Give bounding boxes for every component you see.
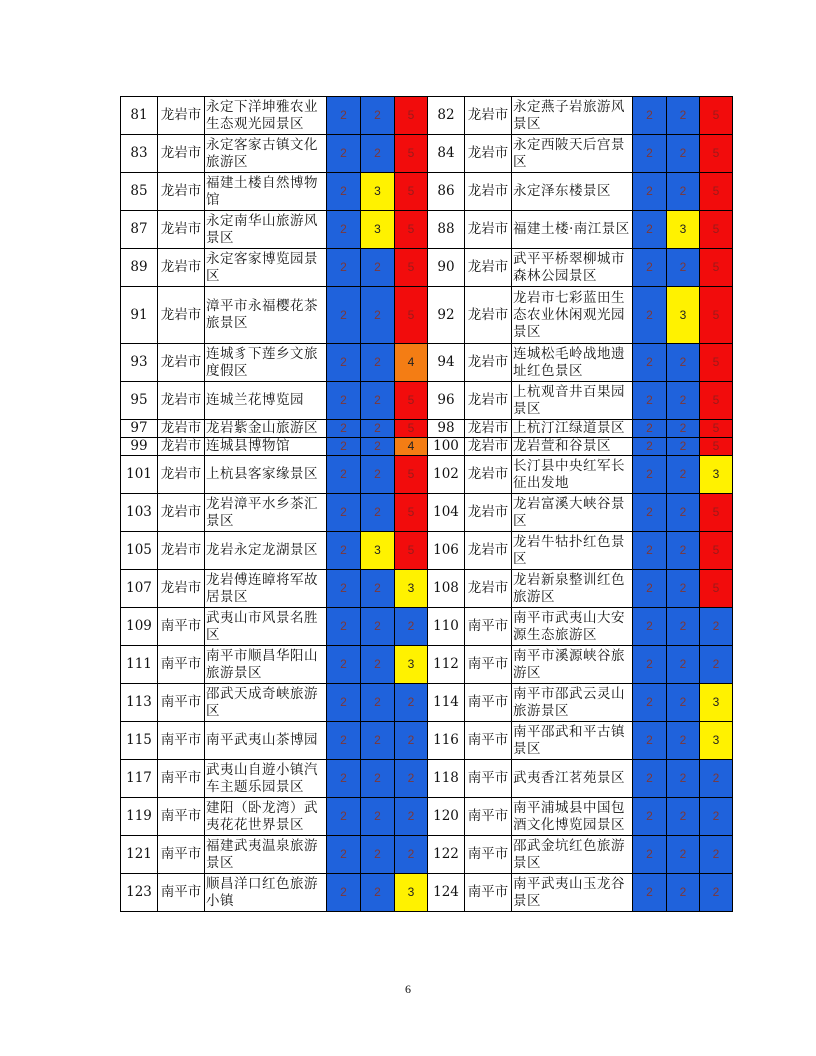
score-cell: 2 (667, 382, 700, 420)
score-cell: 2 (633, 874, 667, 912)
scenic-name-cell: 上杭观音井百果园景区 (512, 382, 633, 420)
city-cell: 南平市 (465, 836, 512, 874)
score-cell: 2 (633, 211, 667, 249)
score-cell: 5 (700, 135, 733, 173)
scenic-name-cell: 顺昌洋口红色旅游小镇 (205, 874, 327, 912)
city-cell: 龙岩市 (158, 135, 205, 173)
scenic-name-cell: 邵武金坑红色旅游景区 (512, 836, 633, 874)
score-cell: 2 (327, 249, 361, 287)
row-number-cell: 115 (121, 722, 158, 760)
score-cell: 5 (395, 532, 428, 570)
row-number-cell: 97 (121, 420, 158, 438)
row-number-cell: 98 (428, 420, 465, 438)
score-cell: 2 (327, 874, 361, 912)
city-cell: 龙岩市 (158, 97, 205, 135)
scenic-name-cell: 永定下洋坤雅农业生态观光园景区 (205, 97, 327, 135)
score-cell: 2 (395, 760, 428, 798)
score-cell: 2 (667, 135, 700, 173)
score-cell: 2 (667, 836, 700, 874)
table-row (121, 684, 733, 722)
score-cell: 2 (361, 249, 395, 287)
scenic-name-cell: 龙岩漳平水乡茶汇景区 (205, 494, 327, 532)
score-cell: 4 (395, 438, 428, 456)
row-number-cell: 93 (121, 344, 158, 382)
scenic-name-cell: 福建土楼·南江景区 (512, 211, 633, 249)
score-cell: 2 (361, 798, 395, 836)
score-cell: 5 (395, 249, 428, 287)
city-cell: 龙岩市 (158, 249, 205, 287)
row-number-cell: 120 (428, 798, 465, 836)
score-cell: 2 (327, 420, 361, 438)
score-cell: 5 (395, 456, 428, 494)
score-cell: 2 (327, 211, 361, 249)
row-number-cell: 112 (428, 646, 465, 684)
score-cell: 4 (395, 344, 428, 382)
table-row (121, 287, 733, 344)
row-number-cell: 89 (121, 249, 158, 287)
score-cell: 3 (361, 211, 395, 249)
scenic-name-cell: 龙岩紫金山旅游区 (205, 420, 327, 438)
score-cell: 5 (395, 287, 428, 344)
score-cell: 2 (327, 382, 361, 420)
scenic-name-cell: 长汀县中央红军长征出发地 (512, 456, 633, 494)
score-cell: 2 (633, 420, 667, 438)
score-cell: 5 (700, 344, 733, 382)
score-cell: 2 (633, 760, 667, 798)
score-cell: 2 (633, 438, 667, 456)
score-cell: 2 (361, 382, 395, 420)
row-number-cell: 81 (121, 97, 158, 135)
city-cell: 龙岩市 (465, 456, 512, 494)
row-number-cell: 100 (428, 438, 465, 456)
table-row (121, 874, 733, 912)
row-number-cell: 119 (121, 798, 158, 836)
score-cell: 2 (395, 608, 428, 646)
score-cell: 2 (327, 494, 361, 532)
scenic-name-cell: 武夷山自遊小镇汽车主题乐园景区 (205, 760, 327, 798)
row-number-cell: 124 (428, 874, 465, 912)
score-cell: 2 (327, 570, 361, 608)
row-number-cell: 85 (121, 173, 158, 211)
score-cell: 2 (667, 456, 700, 494)
city-cell: 龙岩市 (158, 570, 205, 608)
score-cell: 2 (633, 456, 667, 494)
page-number: 6 (405, 982, 411, 996)
score-cell: 2 (327, 456, 361, 494)
row-number-cell: 105 (121, 532, 158, 570)
score-cell: 2 (667, 760, 700, 798)
city-cell: 南平市 (158, 684, 205, 722)
score-cell: 5 (700, 287, 733, 344)
scenic-name-cell: 连城县博物馆 (205, 438, 327, 456)
scenic-name-cell: 永定燕子岩旅游风景区 (512, 97, 633, 135)
score-cell: 2 (633, 608, 667, 646)
row-number-cell: 102 (428, 456, 465, 494)
score-cell: 2 (667, 532, 700, 570)
score-cell: 2 (667, 798, 700, 836)
score-cell: 2 (633, 798, 667, 836)
table-row (121, 760, 733, 798)
score-cell: 5 (395, 420, 428, 438)
score-cell: 3 (667, 287, 700, 344)
city-cell: 龙岩市 (465, 173, 512, 211)
table-row (121, 420, 733, 438)
score-cell: 3 (395, 570, 428, 608)
city-cell: 南平市 (158, 646, 205, 684)
score-cell: 2 (667, 494, 700, 532)
scenic-name-cell: 永定泽东楼景区 (512, 173, 633, 211)
score-cell: 2 (327, 438, 361, 456)
city-cell: 龙岩市 (465, 570, 512, 608)
row-number-cell: 110 (428, 608, 465, 646)
score-cell: 3 (667, 211, 700, 249)
score-cell: 2 (361, 420, 395, 438)
score-cell: 2 (633, 344, 667, 382)
score-cell: 2 (700, 874, 733, 912)
score-cell: 2 (667, 874, 700, 912)
scenic-name-cell: 南平市溪源峡谷旅游区 (512, 646, 633, 684)
row-number-cell: 106 (428, 532, 465, 570)
table-row (121, 570, 733, 608)
row-number-cell: 87 (121, 211, 158, 249)
score-cell: 2 (327, 798, 361, 836)
row-number-cell: 90 (428, 249, 465, 287)
score-cell: 2 (361, 287, 395, 344)
scenic-name-cell: 永定客家博览园景区 (205, 249, 327, 287)
score-cell: 2 (361, 344, 395, 382)
score-cell: 5 (700, 494, 733, 532)
row-number-cell: 118 (428, 760, 465, 798)
row-number-cell: 111 (121, 646, 158, 684)
city-cell: 龙岩市 (465, 249, 512, 287)
scenic-name-cell: 龙岩牛牯扑红色景区 (512, 532, 633, 570)
scenic-name-cell: 龙岩市七彩蓝田生态农业休闲观光园景区 (512, 287, 633, 344)
city-cell: 龙岩市 (158, 420, 205, 438)
city-cell: 龙岩市 (158, 382, 205, 420)
scenic-name-cell: 龙岩傅连暲将军故居景区 (205, 570, 327, 608)
city-cell: 龙岩市 (158, 494, 205, 532)
table-row (121, 211, 733, 249)
table-row (121, 608, 733, 646)
score-cell: 2 (633, 494, 667, 532)
score-cell: 5 (395, 135, 428, 173)
table-row (121, 722, 733, 760)
score-cell: 2 (327, 646, 361, 684)
score-cell: 2 (700, 646, 733, 684)
row-number-cell: 84 (428, 135, 465, 173)
scenic-name-cell: 南平浦城县中国包酒文化博览园景区 (512, 798, 633, 836)
table-row (121, 798, 733, 836)
score-cell: 2 (667, 684, 700, 722)
score-cell: 2 (395, 836, 428, 874)
score-cell: 2 (361, 570, 395, 608)
score-cell: 2 (700, 798, 733, 836)
scenic-name-cell: 永定南华山旅游风景区 (205, 211, 327, 249)
table-row (121, 97, 733, 135)
score-cell: 2 (327, 722, 361, 760)
row-number-cell: 121 (121, 836, 158, 874)
city-cell: 南平市 (465, 684, 512, 722)
score-cell: 3 (361, 532, 395, 570)
score-cell: 2 (633, 249, 667, 287)
score-cell: 2 (361, 646, 395, 684)
row-number-cell: 92 (428, 287, 465, 344)
score-cell: 2 (700, 760, 733, 798)
scenic-name-cell: 龙岩富溪大峡谷景区 (512, 494, 633, 532)
row-number-cell: 109 (121, 608, 158, 646)
score-cell: 5 (700, 438, 733, 456)
scenic-name-cell: 漳平市永福樱花茶旅景区 (205, 287, 327, 344)
city-cell: 南平市 (158, 608, 205, 646)
score-cell: 2 (327, 760, 361, 798)
score-cell: 2 (327, 608, 361, 646)
row-number-cell: 114 (428, 684, 465, 722)
score-cell: 5 (700, 173, 733, 211)
score-cell: 2 (633, 532, 667, 570)
table-row (121, 836, 733, 874)
scenic-name-cell: 武平平桥翠柳城市森林公园景区 (512, 249, 633, 287)
scenic-name-cell: 南平市顺昌华阳山旅游景区 (205, 646, 327, 684)
scenic-name-cell: 上杭县客家缘景区 (205, 456, 327, 494)
score-cell: 2 (361, 135, 395, 173)
score-cell: 2 (667, 97, 700, 135)
score-cell: 2 (700, 836, 733, 874)
city-cell: 南平市 (465, 608, 512, 646)
row-number-cell: 107 (121, 570, 158, 608)
score-cell: 2 (667, 646, 700, 684)
score-cell: 2 (395, 684, 428, 722)
scenic-name-cell: 南平市邵武云灵山旅游景区 (512, 684, 633, 722)
scenic-name-cell: 连城豸下莲乡文旅度假区 (205, 344, 327, 382)
score-cell: 2 (633, 135, 667, 173)
score-cell: 2 (667, 438, 700, 456)
scenic-name-cell: 连城兰花博览园 (205, 382, 327, 420)
city-cell: 南平市 (158, 836, 205, 874)
score-cell: 2 (327, 173, 361, 211)
table-row (121, 532, 733, 570)
row-number-cell: 96 (428, 382, 465, 420)
score-cell: 3 (700, 684, 733, 722)
score-cell: 2 (633, 836, 667, 874)
row-number-cell: 99 (121, 438, 158, 456)
scenic-name-cell: 龙岩永定龙湖景区 (205, 532, 327, 570)
city-cell: 南平市 (158, 722, 205, 760)
row-number-cell: 91 (121, 287, 158, 344)
score-cell: 5 (395, 97, 428, 135)
city-cell: 龙岩市 (158, 532, 205, 570)
table-row (121, 646, 733, 684)
score-cell: 2 (667, 420, 700, 438)
scenic-name-cell: 南平邵武和平古镇景区 (512, 722, 633, 760)
scenic-name-cell: 邵武天成奇峡旅游区 (205, 684, 327, 722)
score-cell: 5 (395, 494, 428, 532)
row-number-cell: 86 (428, 173, 465, 211)
row-number-cell: 88 (428, 211, 465, 249)
city-cell: 南平市 (465, 722, 512, 760)
city-cell: 龙岩市 (158, 344, 205, 382)
scenic-name-cell: 龙岩萱和谷景区 (512, 438, 633, 456)
score-cell: 2 (327, 684, 361, 722)
score-cell: 2 (395, 722, 428, 760)
score-cell: 5 (700, 420, 733, 438)
score-cell: 2 (361, 456, 395, 494)
score-cell: 2 (667, 722, 700, 760)
row-number-cell: 83 (121, 135, 158, 173)
row-number-cell: 101 (121, 456, 158, 494)
city-cell: 南平市 (158, 874, 205, 912)
city-cell: 南平市 (158, 798, 205, 836)
score-cell: 5 (395, 382, 428, 420)
score-cell: 2 (361, 684, 395, 722)
score-cell: 5 (700, 249, 733, 287)
scenic-name-cell: 连城松毛岭战地遗址红色景区 (512, 344, 633, 382)
score-cell: 2 (633, 684, 667, 722)
score-cell: 2 (667, 344, 700, 382)
scenic-name-cell: 武夷香江茗苑景区 (512, 760, 633, 798)
scenic-name-cell: 永定客家古镇文化旅游区 (205, 135, 327, 173)
scenic-area-table (120, 96, 733, 912)
city-cell: 龙岩市 (158, 173, 205, 211)
city-cell: 龙岩市 (465, 494, 512, 532)
scenic-name-cell: 福建土楼自然博物馆 (205, 173, 327, 211)
row-number-cell: 113 (121, 684, 158, 722)
city-cell: 龙岩市 (158, 211, 205, 249)
row-number-cell: 108 (428, 570, 465, 608)
city-cell: 龙岩市 (465, 97, 512, 135)
city-cell: 龙岩市 (465, 211, 512, 249)
row-number-cell: 117 (121, 760, 158, 798)
row-number-cell: 103 (121, 494, 158, 532)
score-cell: 2 (667, 173, 700, 211)
score-cell: 2 (361, 722, 395, 760)
row-number-cell: 82 (428, 97, 465, 135)
score-cell: 2 (327, 287, 361, 344)
scenic-name-cell: 南平武夷山玉龙谷景区 (512, 874, 633, 912)
score-cell: 2 (667, 570, 700, 608)
city-cell: 龙岩市 (465, 532, 512, 570)
table-row (121, 173, 733, 211)
scenic-name-cell: 南平市武夷山大安源生态旅游区 (512, 608, 633, 646)
row-number-cell: 104 (428, 494, 465, 532)
score-cell: 5 (700, 211, 733, 249)
score-cell: 2 (633, 722, 667, 760)
score-cell: 2 (633, 97, 667, 135)
score-cell: 3 (395, 874, 428, 912)
table-body (121, 97, 733, 912)
score-cell: 5 (700, 532, 733, 570)
score-cell: 5 (395, 173, 428, 211)
city-cell: 龙岩市 (158, 456, 205, 494)
score-cell: 2 (361, 874, 395, 912)
row-number-cell: 123 (121, 874, 158, 912)
score-cell: 5 (700, 97, 733, 135)
city-cell: 龙岩市 (465, 382, 512, 420)
score-cell: 2 (633, 287, 667, 344)
scenic-name-cell: 武夷山市风景名胜区 (205, 608, 327, 646)
score-cell: 2 (361, 836, 395, 874)
score-cell: 5 (700, 570, 733, 608)
score-cell: 2 (395, 798, 428, 836)
score-cell: 2 (327, 344, 361, 382)
table-row (121, 382, 733, 420)
score-cell: 3 (395, 646, 428, 684)
score-cell: 2 (667, 608, 700, 646)
score-cell: 2 (361, 97, 395, 135)
score-cell: 2 (633, 646, 667, 684)
row-number-cell: 95 (121, 382, 158, 420)
score-cell: 2 (327, 532, 361, 570)
city-cell: 龙岩市 (158, 287, 205, 344)
score-cell: 2 (327, 135, 361, 173)
scenic-name-cell: 建阳（卧龙湾）武夷花花世界景区 (205, 798, 327, 836)
score-cell: 2 (667, 249, 700, 287)
score-cell: 2 (327, 97, 361, 135)
table-row (121, 494, 733, 532)
table-row (121, 456, 733, 494)
score-cell: 3 (700, 456, 733, 494)
table-row (121, 135, 733, 173)
city-cell: 龙岩市 (465, 438, 512, 456)
scenic-name-cell: 南平武夷山茶博园 (205, 722, 327, 760)
city-cell: 龙岩市 (465, 287, 512, 344)
scenic-name-cell: 龙岩新泉整训红色旅游区 (512, 570, 633, 608)
score-cell: 2 (633, 570, 667, 608)
score-cell: 3 (361, 173, 395, 211)
city-cell: 龙岩市 (158, 438, 205, 456)
score-cell: 2 (361, 760, 395, 798)
score-cell: 2 (361, 608, 395, 646)
table-row (121, 344, 733, 382)
score-cell: 2 (361, 494, 395, 532)
score-cell: 2 (327, 836, 361, 874)
score-cell: 2 (361, 438, 395, 456)
city-cell: 龙岩市 (465, 135, 512, 173)
score-cell: 3 (700, 722, 733, 760)
row-number-cell: 94 (428, 344, 465, 382)
scenic-name-cell: 永定西陂天后宫景区 (512, 135, 633, 173)
score-cell: 5 (700, 382, 733, 420)
score-cell: 5 (395, 211, 428, 249)
score-cell: 2 (633, 173, 667, 211)
city-cell: 南平市 (465, 798, 512, 836)
city-cell: 南平市 (158, 760, 205, 798)
score-cell: 2 (633, 382, 667, 420)
city-cell: 龙岩市 (465, 420, 512, 438)
city-cell: 南平市 (465, 874, 512, 912)
table-row (121, 438, 733, 456)
city-cell: 南平市 (465, 646, 512, 684)
scenic-name-cell: 福建武夷温泉旅游景区 (205, 836, 327, 874)
scenic-name-cell: 上杭汀江绿道景区 (512, 420, 633, 438)
table-row (121, 249, 733, 287)
score-cell: 2 (700, 608, 733, 646)
row-number-cell: 116 (428, 722, 465, 760)
city-cell: 龙岩市 (465, 344, 512, 382)
city-cell: 南平市 (465, 760, 512, 798)
row-number-cell: 122 (428, 836, 465, 874)
